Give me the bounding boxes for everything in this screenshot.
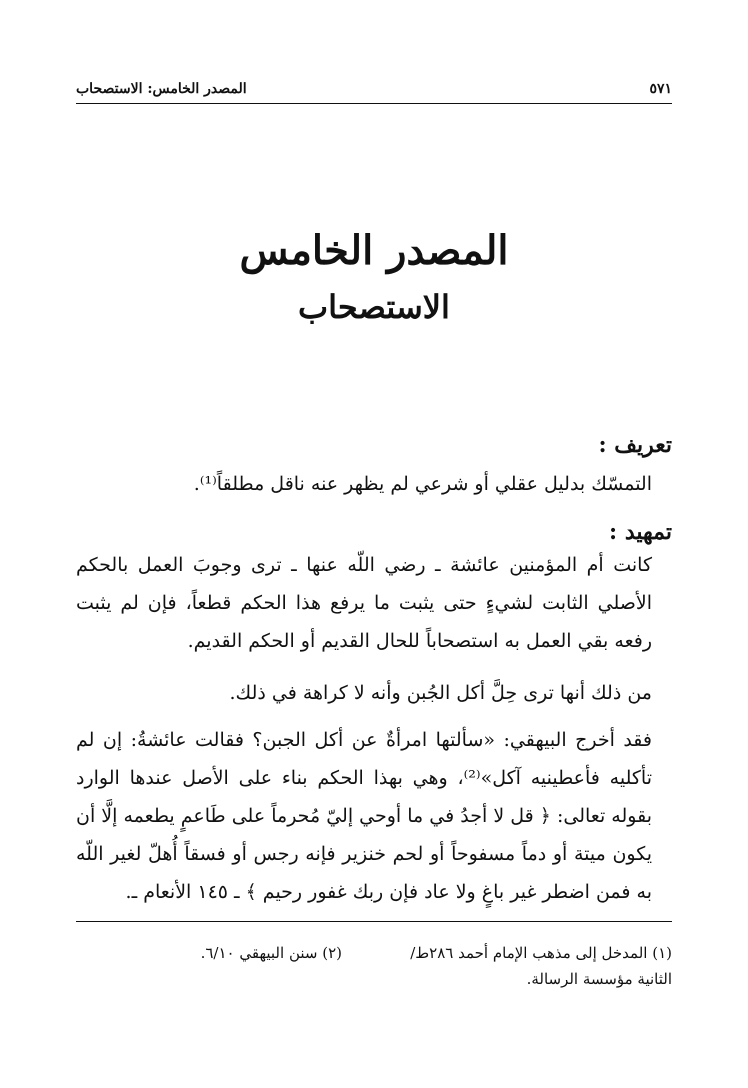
paragraph-2: من ذلك أنها ترى حِلَّ أكل الجُبن وأنه لا كراهة في ذلك.: [229, 682, 652, 704]
definition-text: التمسّك بدليل عقلي أو شرعي لم يظهر عنه ناقل مطلقاً⁽¹⁾.: [193, 473, 652, 495]
header-rule: [76, 103, 672, 104]
footnote-2: (٢) سنن البيهقي ٦/١٠.: [200, 944, 342, 962]
definition-heading: تعريف :: [598, 432, 672, 458]
footnote-rule: [76, 921, 672, 922]
chapter-subtitle: الاستصحاب: [298, 288, 450, 326]
paragraph-3: فقد أخرج البيهقي: «سألتها امرأةٌ عن أكل الجبن؟ فقالت عائشةُ: إن لم تأكليه فأعطينيه آكل»⁽²⁾، وهي بهذا الحكم بناء على الأصل عندها الوارد بقوله تعالى: ﴿ قل لا أجدُ في ما أوحي إليّ مُحرماً على طَاعمٍ يطعمه إلَّا أن يكون ميتة أو دماً مسفوحاً أو لحم خنزير فإنه رجس أو فسقاً أُهلّ لغير اللّه به فمن اضطر غير باغٍ ولا عاد فإن ربك غفور رحيم ﴾ ـ ١٤٥ الأنعام ـ.: [76, 729, 652, 903]
footnotes: [76, 940, 672, 992]
footnote-1: (١) المدخل إلى مذهب الإمام أحمد ٢٨٦ط/ الثانية مؤسسة الرسالة.: [410, 944, 672, 988]
page-number: ٥٧١: [649, 81, 672, 97]
intro-heading: تمهيد :: [609, 519, 672, 545]
paragraph-1: كانت أم المؤمنين عائشة ـ رضي اللّه عنها ـ ترى وجوبَ العمل بالحكم الأصلي الثابت لشيءٍ حتى يثبت ما يرفع هذا الحكم قطعاً، فإن لم يثبت رفعه بقي العمل به استصحاباً للحال القديم أو الحكم القديم.: [76, 554, 652, 652]
chapter-title: المصدر الخامس: [239, 227, 509, 274]
running-title: المصدر الخامس: الاستصحاب: [76, 81, 247, 97]
running-header: [76, 78, 672, 100]
